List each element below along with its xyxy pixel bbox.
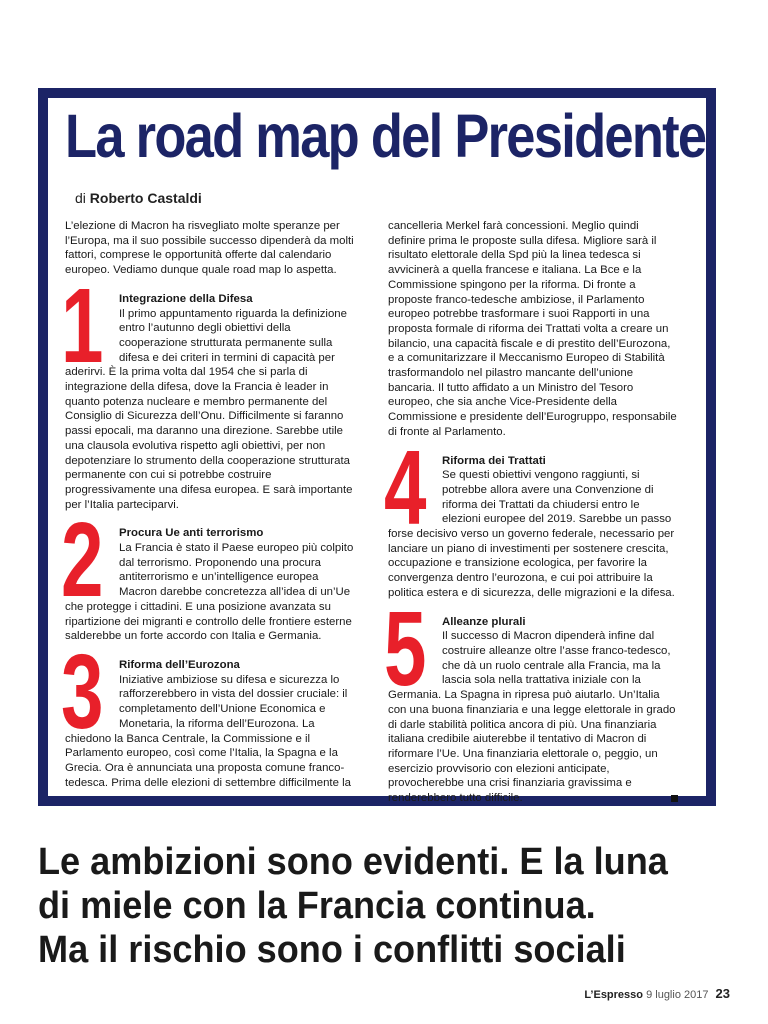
article-title: La road map del Presidente xyxy=(65,102,706,170)
pull-quote-line: di miele con la Francia continua. xyxy=(38,885,596,927)
article-box xyxy=(38,88,716,806)
section-2 xyxy=(61,501,355,644)
section-4 xyxy=(384,428,678,601)
section-1 xyxy=(61,266,355,513)
section-text: Iniziative ambiziose su difesa e sicurezza lo rafforzerebbero in vista del dossier cruciale: il completamento dell’Unione Economica e Monetaria, la riforma dell’Eurozona. La chiedono la Banca Centrale, la Commissione e il Parlamento europeo, così come l’Italia, la Spagna e la Grecia. Ora è annunciata una proposta comune franco-tedesca. Prima delle elezioni di settembre difficilmente la xyxy=(65,673,351,789)
section-heading: Alleanze plurali xyxy=(442,615,526,628)
byline-prefix: di xyxy=(75,190,86,206)
section-text xyxy=(388,629,678,805)
section-5 xyxy=(384,589,678,806)
end-mark-icon xyxy=(671,795,678,802)
pull-quote-line: Le ambizioni sono evidenti. E la luna xyxy=(38,841,668,883)
section-number: 3 xyxy=(61,632,104,751)
section-number: 1 xyxy=(61,266,104,385)
section-number: 4 xyxy=(384,428,427,547)
pull-quote-line: Ma il rischio sono i conflitti sociali xyxy=(38,929,626,971)
section-number: 5 xyxy=(384,589,427,708)
page-number: 23 xyxy=(715,986,730,1001)
section-text: La Francia è stato il Paese europeo più colpito dal terrorismo. Proponendo una procura antiterrorismo e un’intelligence europea Macron darebbe concretezza all’idea di un’Ue che protegge i cittadini. E una posizione avanzata su ripartizione dei migranti e controllo delle frontiere esterne salderebbe un forte accordo con Italia e Germania. xyxy=(65,542,354,643)
section-text: Il primo appuntamento riguarda la definizione entro l’autunno degli obiettivi della cooperazione strutturata permanente sulla difesa e dei criteri in termini di capacità per aderirvi. È la prima volta dal 1954 che si parla di integrazione della difesa, dove la Francia è leader in quanto potenza nucleare e membro permanente del Consiglio di Sicurezza dell’Onu. Difficilmente si faranno passi epocali, ma daranno una direzione. Sarebbe utile una clausola evolutiva rispetto agli obiettivi, per non depotenziare lo strumento della cooperazione strutturata permanente con cui si potrebbe costruire progressivamente una difesa europea. E sarà importante per l’Italia parteciparvi. xyxy=(65,307,353,511)
magazine-name: L’Espresso xyxy=(584,989,644,1001)
section-text-body: Il successo di Macron dipenderà infine dal costruire alleanze oltre l’asse franco-tedesco, che dà un ruolo centrale alla Francia, ma la lascia sola nella trattativa iniziale con la Germania. La Spagna in ripresa può aiutarlo. Un’Italia con una buona finanziaria e una legge elettorale in grado di darle stabilità politica ancora di più. Una finanziaria italiana credibile aiuterebbe il tentativo di Macron di riformare l’Ue. Una finanziaria elettorale o, peggio, un esercizio provvisorio con elezioni anticipate, provocherebbe una crisi finanziaria gravissima e renderebbero tutto difficile. xyxy=(388,630,676,805)
section-text: Se questi obiettivi vengono raggiunti, si potrebbe allora avere una Convenzione di riforma dei Trattati da chiudersi entro le elezioni europee del 2019. Sarebbe un passo forse decisivo verso un governo federale, necessario per lanciare un piano di investimenti per sostenere crescita, occupazione e transizione ecologica, per favorire la convergenza dentro l’eurozona, e cui poi attribuire la politica estera e di sicurezza, delle migrazioni e la difesa. xyxy=(388,469,675,599)
author-name: Roberto Castaldi xyxy=(89,190,202,206)
section-heading: Integrazione della Difesa xyxy=(119,292,253,305)
section-heading: Riforma dei Trattati xyxy=(442,454,546,467)
section-3 xyxy=(61,632,355,790)
intro-paragraph: L’elezione di Macron ha risvegliato molte speranze per l’Europa, ma il suo possibile successo dipenderà da molti fattori, comprese le opportunità offerte dal calendario europeo. Vediamo dunque quale road map lo aspetta. xyxy=(65,220,354,277)
byline xyxy=(75,190,202,206)
left-column xyxy=(61,219,355,804)
section-heading: Procura Ue anti terrorismo xyxy=(119,527,264,540)
issue-date: 9 luglio 2017 xyxy=(646,989,709,1001)
right-column xyxy=(384,219,678,820)
pull-quote xyxy=(38,840,703,972)
section-3-continuation: cancelleria Merkel farà concessioni. Meglio quindi definire prima le proposte sulla difesa. Migliore sarà il risultato elettorale della Spd più la linea tedesca si avvicinerà a quella francese e italiana. La Bce e la Commissione spingono per la riforma. Di fronte a proposte franco-tedesche ambiziose, il Parlamento europeo potrebbe trasformare i suoi Rapporti in una proposta formale di riforma dei Trattati volta a creare un bilancio, una capacità fiscale e di prestito dell’Eurozona, e a comunitarizzare il Meccanismo Europeo di Stabilità trasformandolo nel pilastro mancante dell’unione bancaria. Il tutto affidato a un Ministro del Tesoro europeo, che sia anche Vice-Presidente della Commissione e presidente dell’Eurogruppo, responsabile di fronte al Parlamento. xyxy=(388,220,677,438)
section-number: 2 xyxy=(61,501,104,620)
section-heading: Riforma dell’Eurozona xyxy=(119,658,240,671)
page-footer xyxy=(584,986,730,1001)
